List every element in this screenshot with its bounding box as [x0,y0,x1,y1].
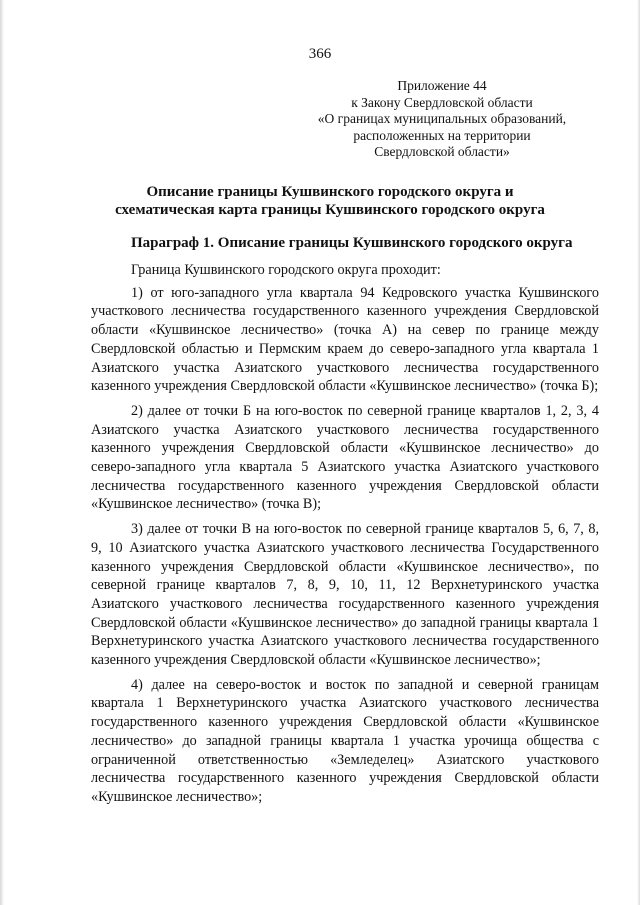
appendix-block [292,78,592,161]
boundary-item-2: 2) далее от точки Б на юго-восток по северной границе кварталов 1, 2, 3, 4 Азиатского участка Азиатского участкового лесничества государственного казенного учреждения Свердловской области «Кушвинское лесничество» до северо-западного угла квартала 5 Азиатского участка Азиатского участкового лесничества государственного казенного учреждения Свердловской области «Кушвинское лесничество» (точка В); [91,402,599,513]
boundary-item-1: 1) от юго-западного угла квартала 94 Кедровского участка Кушвинского участкового лесничества государственного казенного учреждения Свердловской области «Кушвинское лесничество» (точка А) на север по границе между Свердловской областью и Пермским краем до северо-западного угла квартала 1 Азиатского участка Азиатского участкового лесничества государственного казенного учреждения Свердловской области «Кушвинское лесничество» (точка Б); [91,284,599,395]
document-title [60,183,600,219]
appendix-line: «О границах муниципальных образований, [317,111,567,126]
page-number: 366 [308,46,332,62]
scan-left-edge [0,0,4,905]
appendix-line: к Закону Свердловской области [351,94,533,110]
paragraph-heading: Параграф 1. Описание границы Кушвинского городского округа [131,235,573,251]
boundary-item-3: 3) далее от точки В на юго-восток по северной границе кварталов 5, 6, 7, 8, 9, 10 Азиатского участка Азиатского участкового лесничества Государственного казенного учреждения Свердловской области «Кушвинское лесничество», по северной границе кварталов 7, 8, 9, 10, 11, 12 Верхнетуринского участка Азиатского участкового лесничества государственного казенного учреждения Свердловской области «Кушвинское лесничество» до западной границы квартала 1 Верхнетуринского участка Азиатского участкового лесничества государственного казенного учреждения Свердловской области «Кушвинское лесничество»; [91,521,599,669]
title-line-1: Описание границы Кушвинского городского округа и [146,184,514,200]
appendix-line: Свердловской области» [374,144,510,159]
title-line-2: схематическая карта границы Кушвинского городского округа [115,202,545,218]
appendix-line: Приложение 44 [397,78,487,93]
body-text [91,261,599,813]
intro-text: Граница Кушвинского городского округа проходит: [131,262,441,278]
appendix-line: расположенных на территории [353,127,531,143]
boundary-item-4: 4) далее на северо-восток и восток по западной и северной границам квартала 1 Верхнетуринского участка Азиатского участкового лесничества государственного казенного учреждения Свердловской области «Кушвинское лесничество» до западной границы квартала 1 участка урочища общества с ограниченной ответственностью «Земледелец» Азиатского участкового лесничества государственного казенного учреждения Свердловской области «Кушвинское лесничество»; [91,676,599,805]
